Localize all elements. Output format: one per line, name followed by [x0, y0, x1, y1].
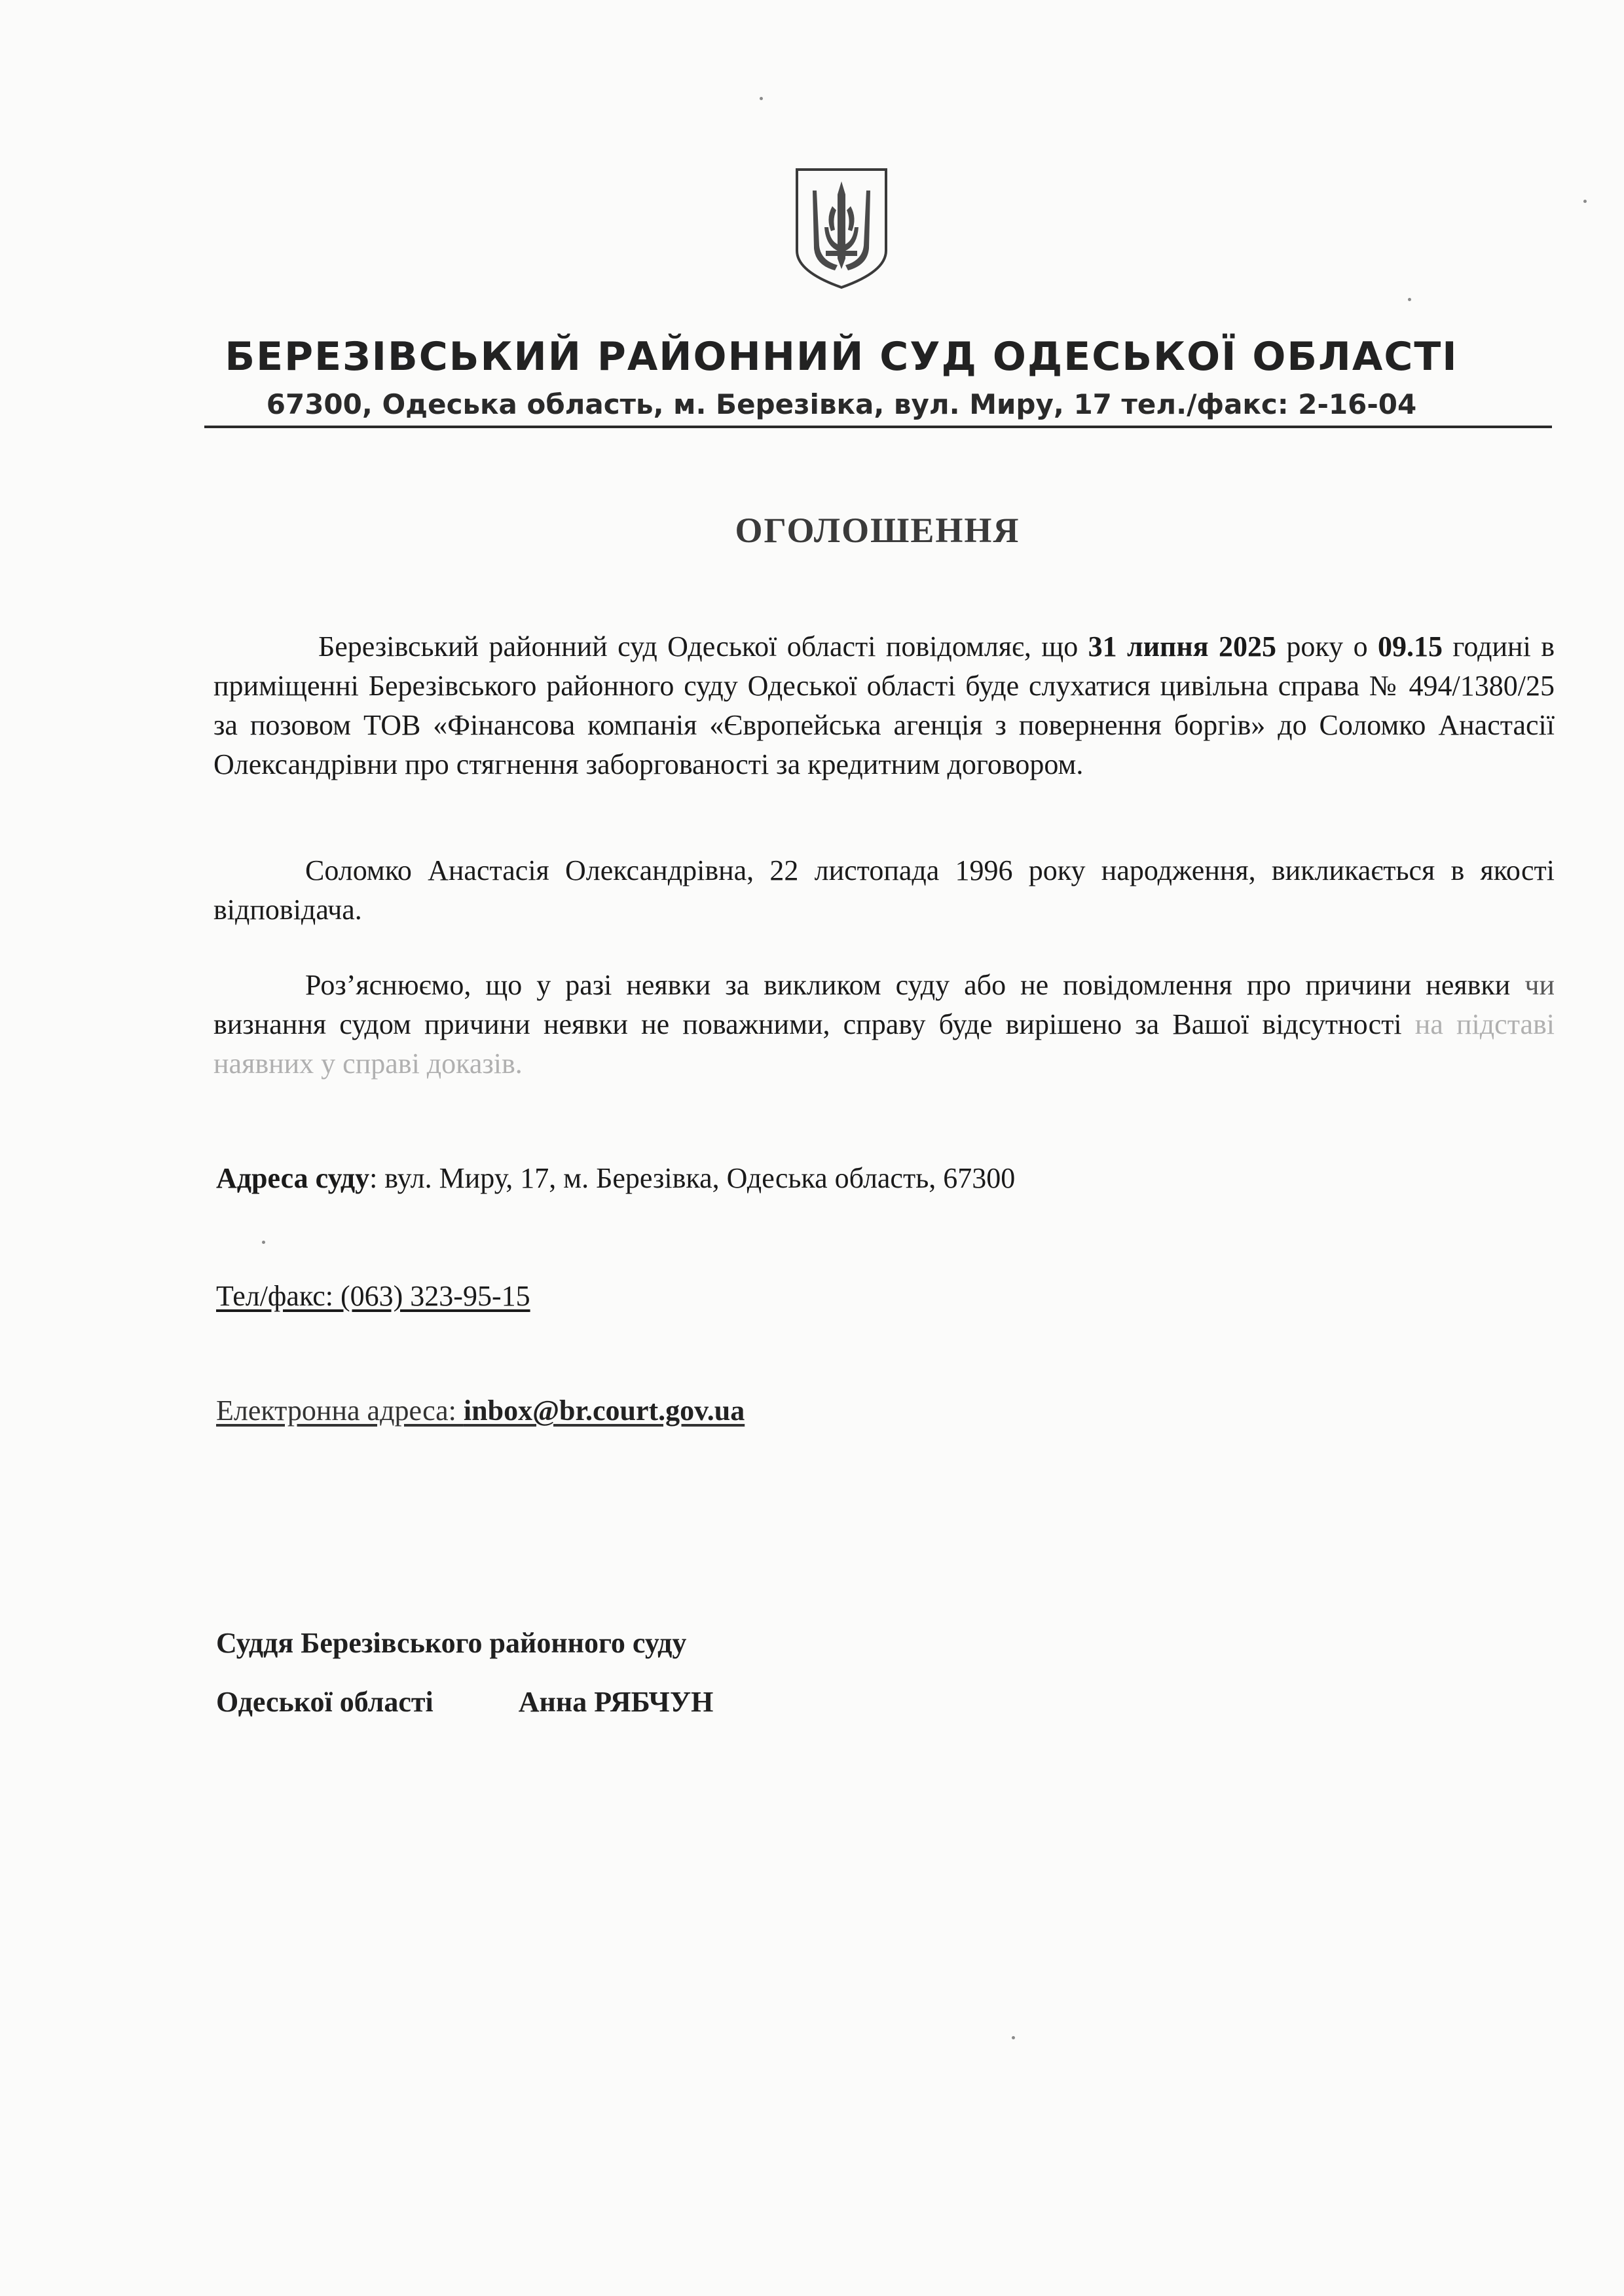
header-divider-right	[898, 426, 1552, 428]
paragraph3-text-b: чи	[1524, 969, 1555, 1001]
announcement-paragraph-2: Соломко Анастасія Олександрівна, 22 листопада 1996 року народження, викликається в якості відповідача.	[213, 854, 1555, 926]
signature-line-2	[216, 1683, 713, 1722]
signature-region: Одеської області	[216, 1686, 434, 1718]
court-address-line	[216, 1159, 1015, 1198]
judge-name: Анна РЯБЧУН	[518, 1686, 714, 1718]
paragraph1-text-c: годині в приміщенні Березівського районного суду Одеської області буде слухатися цивільна справа № 494/1380/25 за позовом ТОВ «Фінансова компанія «Європейська агенція з повернення боргів» до Соломко Анастасії Олександрівни про стягнення заборгованості за кредитним договором.	[213, 630, 1555, 780]
paragraph3-text-d: на підставі наявних у справі доказів.	[213, 1008, 1555, 1080]
ukraine-trident-icon	[794, 167, 889, 290]
court-email-line	[216, 1391, 745, 1430]
court-phone-line: Тел/факс: (063) 323-95-15	[216, 1280, 530, 1312]
court-address-label: Адреса суду	[216, 1162, 370, 1194]
paragraph3-text-a: Роз’яснюємо, що у разі неявки за викликом суду або не повідомлення про причини неявки	[305, 969, 1525, 1001]
scan-speck	[1012, 2036, 1015, 2039]
court-address-value: : вул. Миру, 17, м. Березівка, Одеська область, 67300	[369, 1162, 1016, 1194]
scan-speck	[1408, 298, 1411, 301]
page-title: ОГОЛОШЕННЯ	[735, 511, 1020, 550]
email-label: Електронна адреса:	[216, 1394, 464, 1427]
hearing-date: 31 липня 2025	[1088, 630, 1276, 663]
court-address: 67300, Одеська область, м. Березівка, вул. Миру, 17 тел./факс: 2-16-04	[266, 388, 1417, 420]
paragraph1-text-b: року о	[1276, 630, 1378, 663]
announcement-paragraph-1	[213, 627, 1555, 784]
signature-line-1: Суддя Березівського районного суду	[216, 1627, 687, 1659]
paragraph3-text-c: визнання судом причини неявки не поважними, справу буде вирішено за Вашої відсутності	[213, 1008, 1415, 1040]
paragraph1-text-a: Березівський районний суд Одеської області повідомляє, що	[318, 630, 1088, 663]
scan-speck	[262, 1241, 265, 1244]
announcement-paragraph-3	[213, 966, 1555, 1084]
email-link[interactable]: inbox@br.court.gov.ua	[463, 1394, 745, 1427]
scan-speck	[760, 97, 763, 100]
header-divider	[204, 426, 898, 428]
hearing-time: 09.15	[1377, 630, 1443, 663]
court-name: БЕРЕЗІВСЬКИЙ РАЙОННИЙ СУД ОДЕСЬКОЇ ОБЛАСТІ	[225, 334, 1458, 380]
scan-speck	[1583, 200, 1587, 203]
